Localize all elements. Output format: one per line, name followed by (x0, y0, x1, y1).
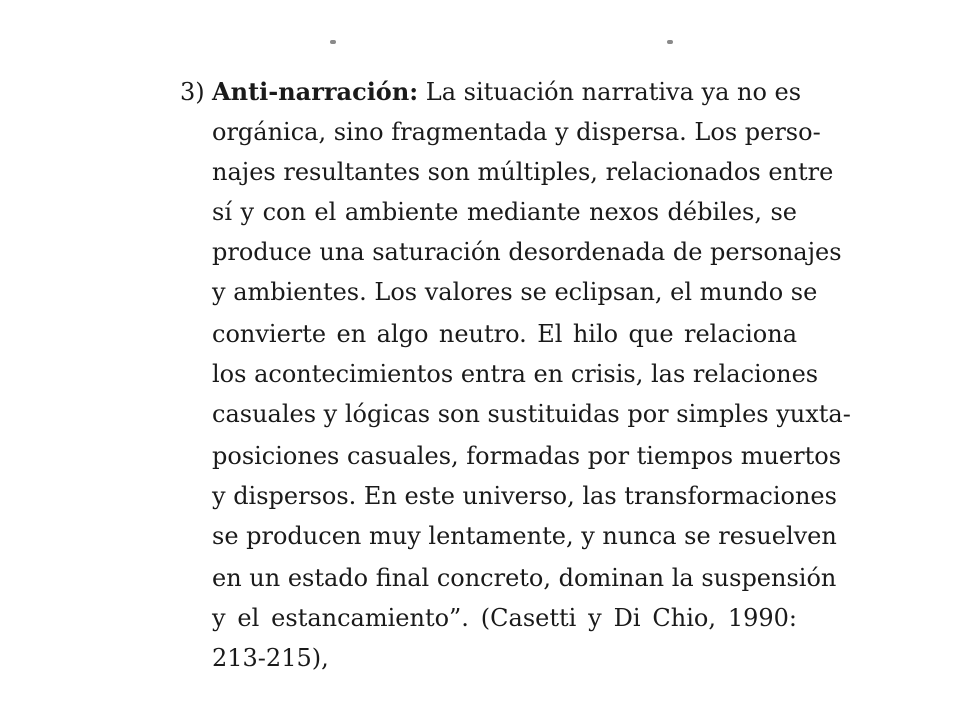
paragraph-line: y ambientes. Los valores se eclipsan, el mundo se (212, 278, 818, 306)
paragraph-line: convierte en algo neutro. El hilo que relaciona (212, 320, 797, 348)
line-text: La situación narrativa ya no es (418, 78, 802, 106)
list-item-number: 3) (180, 78, 205, 106)
ink-mark (667, 40, 673, 44)
paragraph-line: posiciones casuales, formadas por tiempos muertos (212, 442, 842, 470)
paragraph-line: najes resultantes son múltiples, relacionados entre (212, 158, 834, 186)
paragraph-line: 213-215), (212, 644, 329, 672)
paragraph-line (212, 72, 802, 112)
lead-term: Anti-narración: (212, 77, 419, 106)
paragraph-line: orgánica, sino fragmentada y dispersa. Los perso- (212, 118, 821, 146)
ink-mark (330, 40, 336, 44)
paragraph-line: sí y con el ambiente mediante nexos débiles, se (212, 198, 797, 226)
paragraph-line: se producen muy lentamente, y nunca se resuelven (212, 522, 837, 550)
paragraph-line: los acontecimientos entra en crisis, las relaciones (212, 360, 819, 388)
paragraph-line: casuales y lógicas son sustituidas por simples yuxta- (212, 400, 851, 428)
paragraph-line: produce una saturación desordenada de personajes (212, 238, 842, 266)
paragraph-line: en un estado final concreto, dominan la suspensión (212, 564, 837, 592)
paragraph-line: y el estancamiento”. (Casetti y Di Chio, 1990: (212, 604, 797, 632)
paragraph-line: y dispersos. En este universo, las transformaciones (212, 482, 837, 510)
cropped-text-fragment (330, 40, 675, 48)
